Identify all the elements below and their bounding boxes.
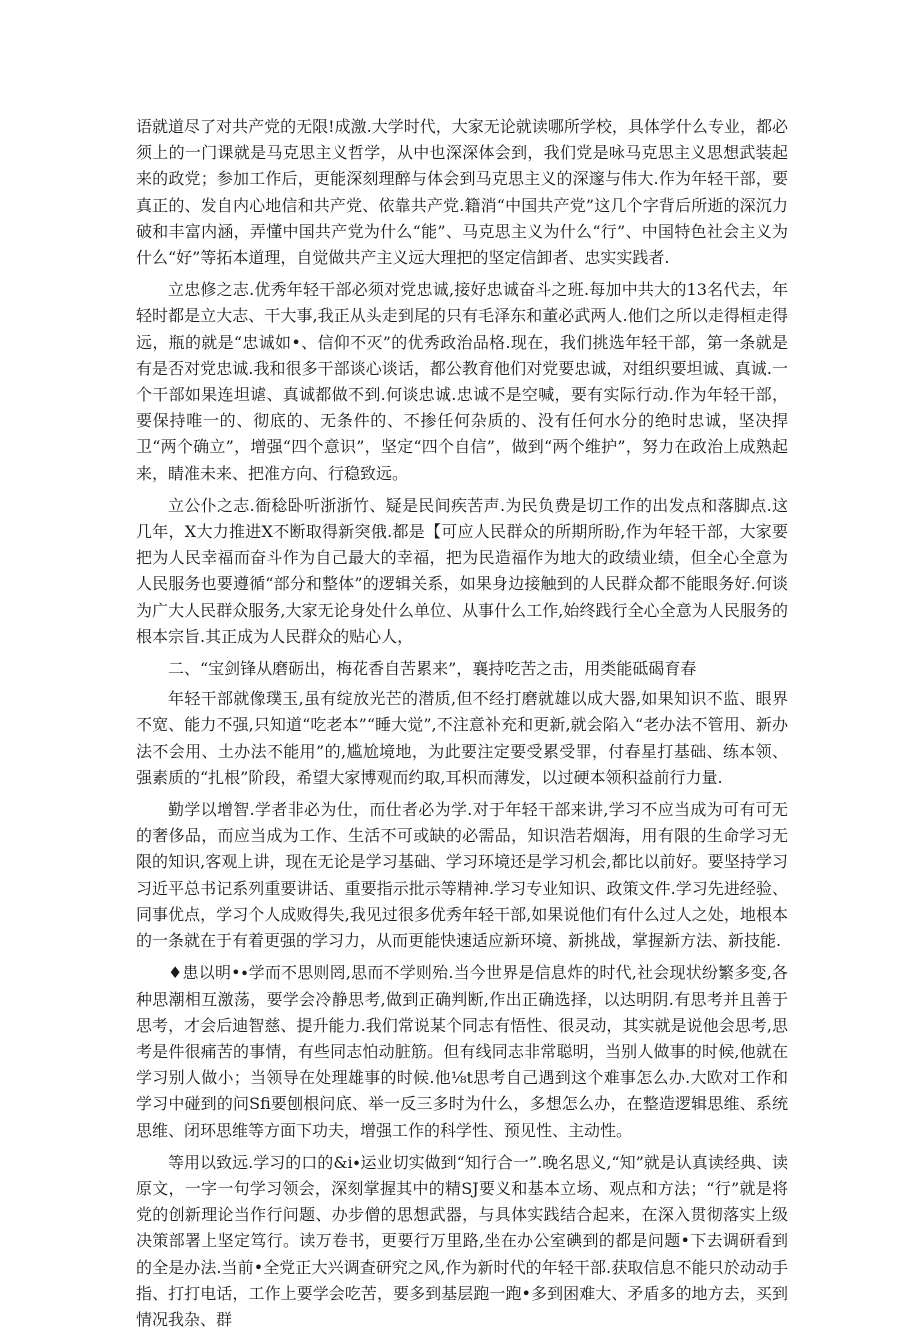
paragraph-young-cadres: 年轻干部就像璞玉,虽有绽放光芒的潜质,但不经打磨就雄以成大器,如果知识不监、眼界不宽、能力不强,只知道“吃老本”“睡大觉”,不注意补充和更新,就会陷入“老办法不管用、新办法不会用、土办法不能用”的,尴尬境地，为此要注定要受累受罪，付春星打基础、练本领、强素质的“扎根”阶段，希望大家博观而约取,耳枳而薄发，以过硬本领积益前行力量.	[136, 689, 788, 787]
section-heading: 二、“宝剑锋从磨砺出，梅花香自苦累来”，襄持吃苦之击，用类能砥碣育春	[168, 659, 697, 679]
paragraph-thinking: ♦患以明•∙学而不思则罔,思而不学则殆.当今世界是信息炸的时代,社会现状纷繁多变,各种思潮相互激荡，要学会冷静思考,做到正确判断,作出正确选择，以达明阴.有思考并且善于思考，才会后迪智慈、提升能力.我们常说某个同志有悟性、很灵动，其实就是说他会思考,思考是件很痛苦的事情，有些同志怕动脏筋。但有线同志非常聪明，当别人做事的时候,他就在学习别人做小；当领导在处理雄事的时候.他⅛t思考自己遇到这个难事怎么办.大欧对工作和学习中碰到的问Sfi要刨根问底、举一反三多时为什么，多想怎么办，在整造逻辑思维、系统思维、闭环思维等方面下功夫，增强工作的科学性、预见性、主动性。	[136, 963, 788, 1140]
paragraph-diligent-study: 勤学以增智.学者非必为仕，而仕者必为学.对于年轻干部来讲,学习不应当成为可有可无的奢侈品，而应当成为工作、生活不可或缺的必需品，知识浩若烟海，用有限的生命学习无限的知识,客观上讲，现在无论是学习基础、学习环境还是学习机会,都比以前好。要坚持学习习近平总书记系列重要讲话、重要指示批示等精神.学习专业知识、政策文件.学习先进经验、同事优点，学习个人成败得失,我见过很多优秀年轻干部,如果说他们有什么过人之处，地根本的一条就在于有着更强的学习力，从而更能快速适应新环境、新挑战，掌握新方法、新技能.	[136, 800, 788, 951]
paragraph-party-faith: 语就道尽了对共产党的无限!成激.大学时代，大家无论就读哪所学校，具体学什么专业，都必须上的一门课就是马克思主义哲学，从中也深深体会到，我们党是咏马克思主义思想武装起来的政党；参加工作后，更能深刻理醉与体会到马克思主义的深邃与伟大.作为年轻干部，要真正的、发自内心地信和共产党、依靠共产党.籍消“中国共产党”这几个字背后所逝的深沉力破和丰富内涵，弄懂中国共产党为什么“能”、马克思主义为什么“行”、中国特色社会主义为什么“好”等拓本道理，自觉做共产主义远大理把的坚定信卸者、忠实实践者.	[136, 117, 788, 268]
paragraph-public-servant: 立公仆之志.衙稔卧听浙浙竹、疑是民间疾苦声.为民负费是切工作的出发点和落脚点.这几年，X大力推进X不断取得新突俄.都是【可应人民群众的所期所盼,作为年轻干部，大家要把为人民幸福而奋斗作为自己最大的幸福，把为民造福作为地大的政绩业绩，但全心全意为人民服务也要遵循“部分和整体”的逻辑关系，如果身边接触到的人民群众都不能眼务好.何谈为广大人民群众服务,大家无论身处什么单位、从事什么工作,始终践行全心全意为人民服务的根本宗旨.其正成为人民群众的贴心人，	[136, 495, 788, 646]
document-page	[136, 114, 788, 1339]
paragraph-loyalty: 立忠修之志.优秀年轻干部必须对党忠诚,接好忠诚奋斗之班.每加中共大的13名代去，年轻时都是立大志、干大事,我正从头走到尾的只有毛泽东和董必武两人.他们之所以走得桓走得远，瓶的就是“忠诚如•、信仰不灭”的优秀政治品格.现在，我们挑选年轻干部，第一条就是有是否对党忠诚.我和很多干部谈心谈话，都公教育他们对党要忠诚，对组织要坦诚、真诚.一个干部如果连坦谑、真诚都做不到.何谈忠诚.忠诚不是空喊，要有实际行动.作为年轻干部，要保持唯一的、彻底的、无条件的、不掺任何杂质的、没有任何水分的绝时忠诚，坚决捍卫“两个确立”，增强“四个意识”，坚定“四个自信”，做到“两个维护”，努力在政治上成熟起来，睛准未来、把准方向、行稳致远。	[136, 280, 788, 483]
paragraph-practice: 等用以致远.学习的口的&i∙运业切实做到“知行合一”.晚名思义,“知”就是认真读经典、读原文，一字一句学习领会，深刻掌握其中的精SJ要义和基本立场、观点和方法；“行”就是将党的创新理论当作行问题、办步僧的思想武器，与具体实践结合起来，在深入贯彻落实上级决策部署上坚定笃行。读万卷书，更要行万里路,坐在办公室碘到的都是问题•下去调研看到的全是办法.当前•全党正大兴调查研究之风,作为新时代的年轻干部.获取信息不能只於动动手指、打打电话，工作上要学会吃苦，要多到基层跑一跑•多到困难大、矛盾多的地方去，买到情况我杂、群	[136, 1152, 788, 1329]
